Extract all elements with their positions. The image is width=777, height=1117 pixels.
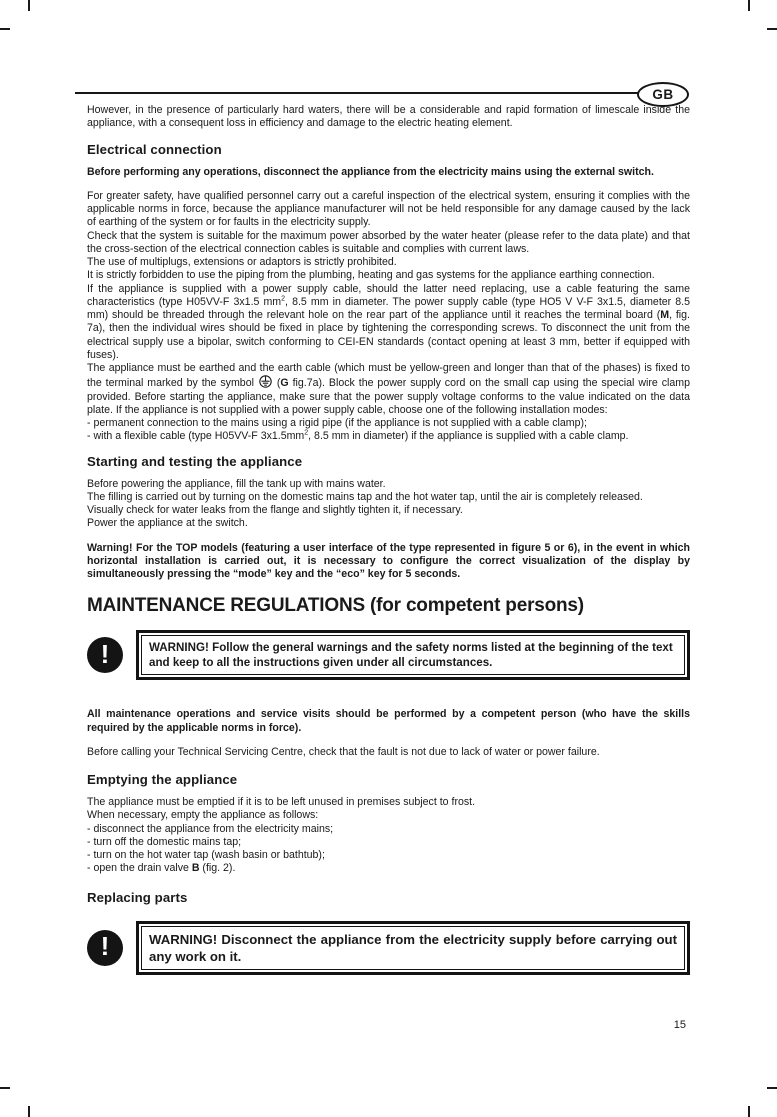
emptying-body xyxy=(87,796,690,876)
crop-mark-bottom-left-v xyxy=(28,1106,30,1117)
text-run: The appliance must be earthed and the earth cable (which must be yellow-green and longer than that of the phases) is fixed to the terminal marked by the symbol xyxy=(87,362,690,390)
electrical-body xyxy=(87,190,690,444)
paragraph: The appliance must be emptied if it is to be left unused in premises subject to frost. xyxy=(87,796,476,808)
section-heading-electrical-connection: Electrical connection xyxy=(87,141,222,157)
list-item: - disconnect the appliance from the electricity mains; xyxy=(87,822,334,835)
superscript-run: 2 xyxy=(304,429,309,437)
list-item: - turn on the hot water tap (wash basin or bathtub); xyxy=(87,849,325,861)
text-run: - open the drain valve xyxy=(87,862,192,875)
exclamation-icon xyxy=(87,930,123,966)
warning-text: WARNING! Disconnect the appliance from the electricity supply before carrying out any work on it. xyxy=(149,931,677,964)
paragraph xyxy=(87,283,690,363)
warning-frame xyxy=(136,630,690,680)
superscript-run: 2 xyxy=(281,295,286,303)
crop-mark-top-left-v xyxy=(28,0,30,11)
text-run: If the appliance is supplied with a power supply cable, should the latter need replacing, use a cable featuring the same characteristics (type H05VV-F 3x1.5 mm xyxy=(87,282,690,308)
warning-text: WARNING! Follow the general warnings and the safety norms listed at the beginning of the text and keep to all the instructions given under all circumstances. xyxy=(149,641,673,670)
paragraph: For greater safety, have qualified personnel carry out a careful inspection of the electrical system, ensuring it complies with the applicable norms in force, because the appliance manufacturer will not be held responsible for any damage caused by the lack of earthing of the system or for faults in the electricity supply. xyxy=(87,189,690,229)
maintenance-bold-paragraph: All maintenance operations and service visits should be performed by a competent person (who have the skills required by the applicable norms in force). xyxy=(87,708,690,734)
paragraph: It is strictly forbidden to use the piping from the plumbing, heating and gas systems for the appliance earthing connection. xyxy=(87,269,655,282)
bold-text-run: M xyxy=(660,309,670,321)
warning-box-general xyxy=(87,630,690,680)
header-rule xyxy=(75,92,641,94)
maintenance-regulations-heading: MAINTENANCE REGULATIONS (for competent persons) xyxy=(87,595,584,617)
exclamation-icon xyxy=(87,637,123,673)
crop-mark-top-right-v xyxy=(748,0,750,11)
section-heading-replacing-parts: Replacing parts xyxy=(87,889,188,905)
language-badge: GB xyxy=(637,82,689,107)
warning-frame xyxy=(136,921,690,975)
bold-text-run: G xyxy=(280,377,289,390)
exclamation-glyph: ! xyxy=(100,931,110,961)
paragraph: The use of multiplugs, extensions or adaptors is strictly prohibited. xyxy=(87,256,397,268)
paragraph xyxy=(87,362,690,417)
warning-frame-inner xyxy=(141,926,685,970)
warning-box-disconnect xyxy=(87,921,690,975)
section-heading-starting-testing: Starting and testing the appliance xyxy=(87,453,303,469)
paragraph: Check that the system is suitable for the maximum power absorbed by the water heater (please refer to the data plate) and that the cross-section of the electrical connection cables is suitable and complies with current laws. xyxy=(87,229,690,255)
electrical-warning-paragraph: Before performing any operations, disconnect the appliance from the electricity mains using the external switch. xyxy=(87,165,654,178)
warning-frame-inner xyxy=(141,635,685,675)
list-item: - turn off the domestic mains tap; xyxy=(87,835,242,848)
servicing-paragraph: Before calling your Technical Servicing Centre, check that the fault is not due to lack of water or power failure. xyxy=(87,745,600,758)
crop-mark-bottom-left-h xyxy=(0,1087,10,1089)
paragraph: The filling is carried out by turning on the domestic mains tap and the hot water tap, until the air is completely released. xyxy=(87,490,643,503)
text-run: - with a flexible cable (type H05VV-F 3x1.5mm xyxy=(87,430,305,443)
section-heading-emptying: Emptying the appliance xyxy=(87,772,238,787)
crop-mark-top-right-h xyxy=(767,28,777,30)
intro-paragraph: However, in the presence of particularly hard waters, there will be a considerable and rapid formation of limescale inside the appliance, with a consequent loss in efficiency and damage to the electric heating element. xyxy=(87,104,690,130)
text-run: fig.7a). Block the power supply cord on the small cap using the special wire clamp provided. Before starting the appliance, make sure that the power supply voltage conforms to the value indicated on the data plate. If the appliance is not supplied with a power supply cable, choose one of the following installation modes: xyxy=(87,377,690,416)
text-run: , fig. 7a), then the individual wires should be fixed in place by tightening the corresponding screws. To disconnect the unit from the electrical supply use a bipolar, switch conforming to CEI-EN standards (contact opening at least 3 mm, better if equipped with fuses). xyxy=(87,309,690,361)
earth-symbol-icon xyxy=(259,375,272,388)
crop-mark-top-left-h xyxy=(0,28,10,30)
paragraph: Before powering the appliance, fill the tank up with mains water. xyxy=(87,477,386,490)
paragraph: Visually check for water leaks from the flange and slightly tighten it, if necessary. xyxy=(87,504,463,516)
text-run: ( xyxy=(272,377,281,390)
list-item xyxy=(87,430,690,443)
page-content xyxy=(87,104,690,975)
crop-mark-bottom-right-v xyxy=(748,1106,750,1117)
paragraph: When necessary, empty the appliance as follows: xyxy=(87,809,319,822)
paragraph: Power the appliance at the switch. xyxy=(87,517,248,530)
text-run: , 8.5 mm in diameter) if the appliance is supplied with a cable clamp. xyxy=(308,430,629,443)
bold-text-run: B xyxy=(191,862,200,875)
crop-mark-bottom-right-h xyxy=(767,1087,777,1089)
page-number: 15 xyxy=(673,1019,686,1031)
exclamation-glyph: ! xyxy=(100,638,110,669)
text-run: , 8.5 mm in diameter. The power supply cable (type HO5 V V-F 3x1.5, diameter 8.5 mm) should be threaded through the relevant hole on the rear part of the appliance until it reaches the terminal board ( xyxy=(87,295,690,321)
list-item: - permanent connection to the mains using a rigid pipe (if the appliance is not supplied with a cable clamp); xyxy=(87,417,587,429)
starting-body xyxy=(87,478,690,531)
list-item xyxy=(87,862,690,875)
top-models-warning-paragraph: Warning! For the TOP models (featuring a user interface of the type represented in figure 5 or 6), in the event in which horizontal installation is carried out, it is necessary to configure the correct visualization of the display by simultaneously pressing the “mode” key and the “eco” key for 5 seconds. xyxy=(87,541,690,580)
text-run: (fig. 2). xyxy=(199,862,236,875)
